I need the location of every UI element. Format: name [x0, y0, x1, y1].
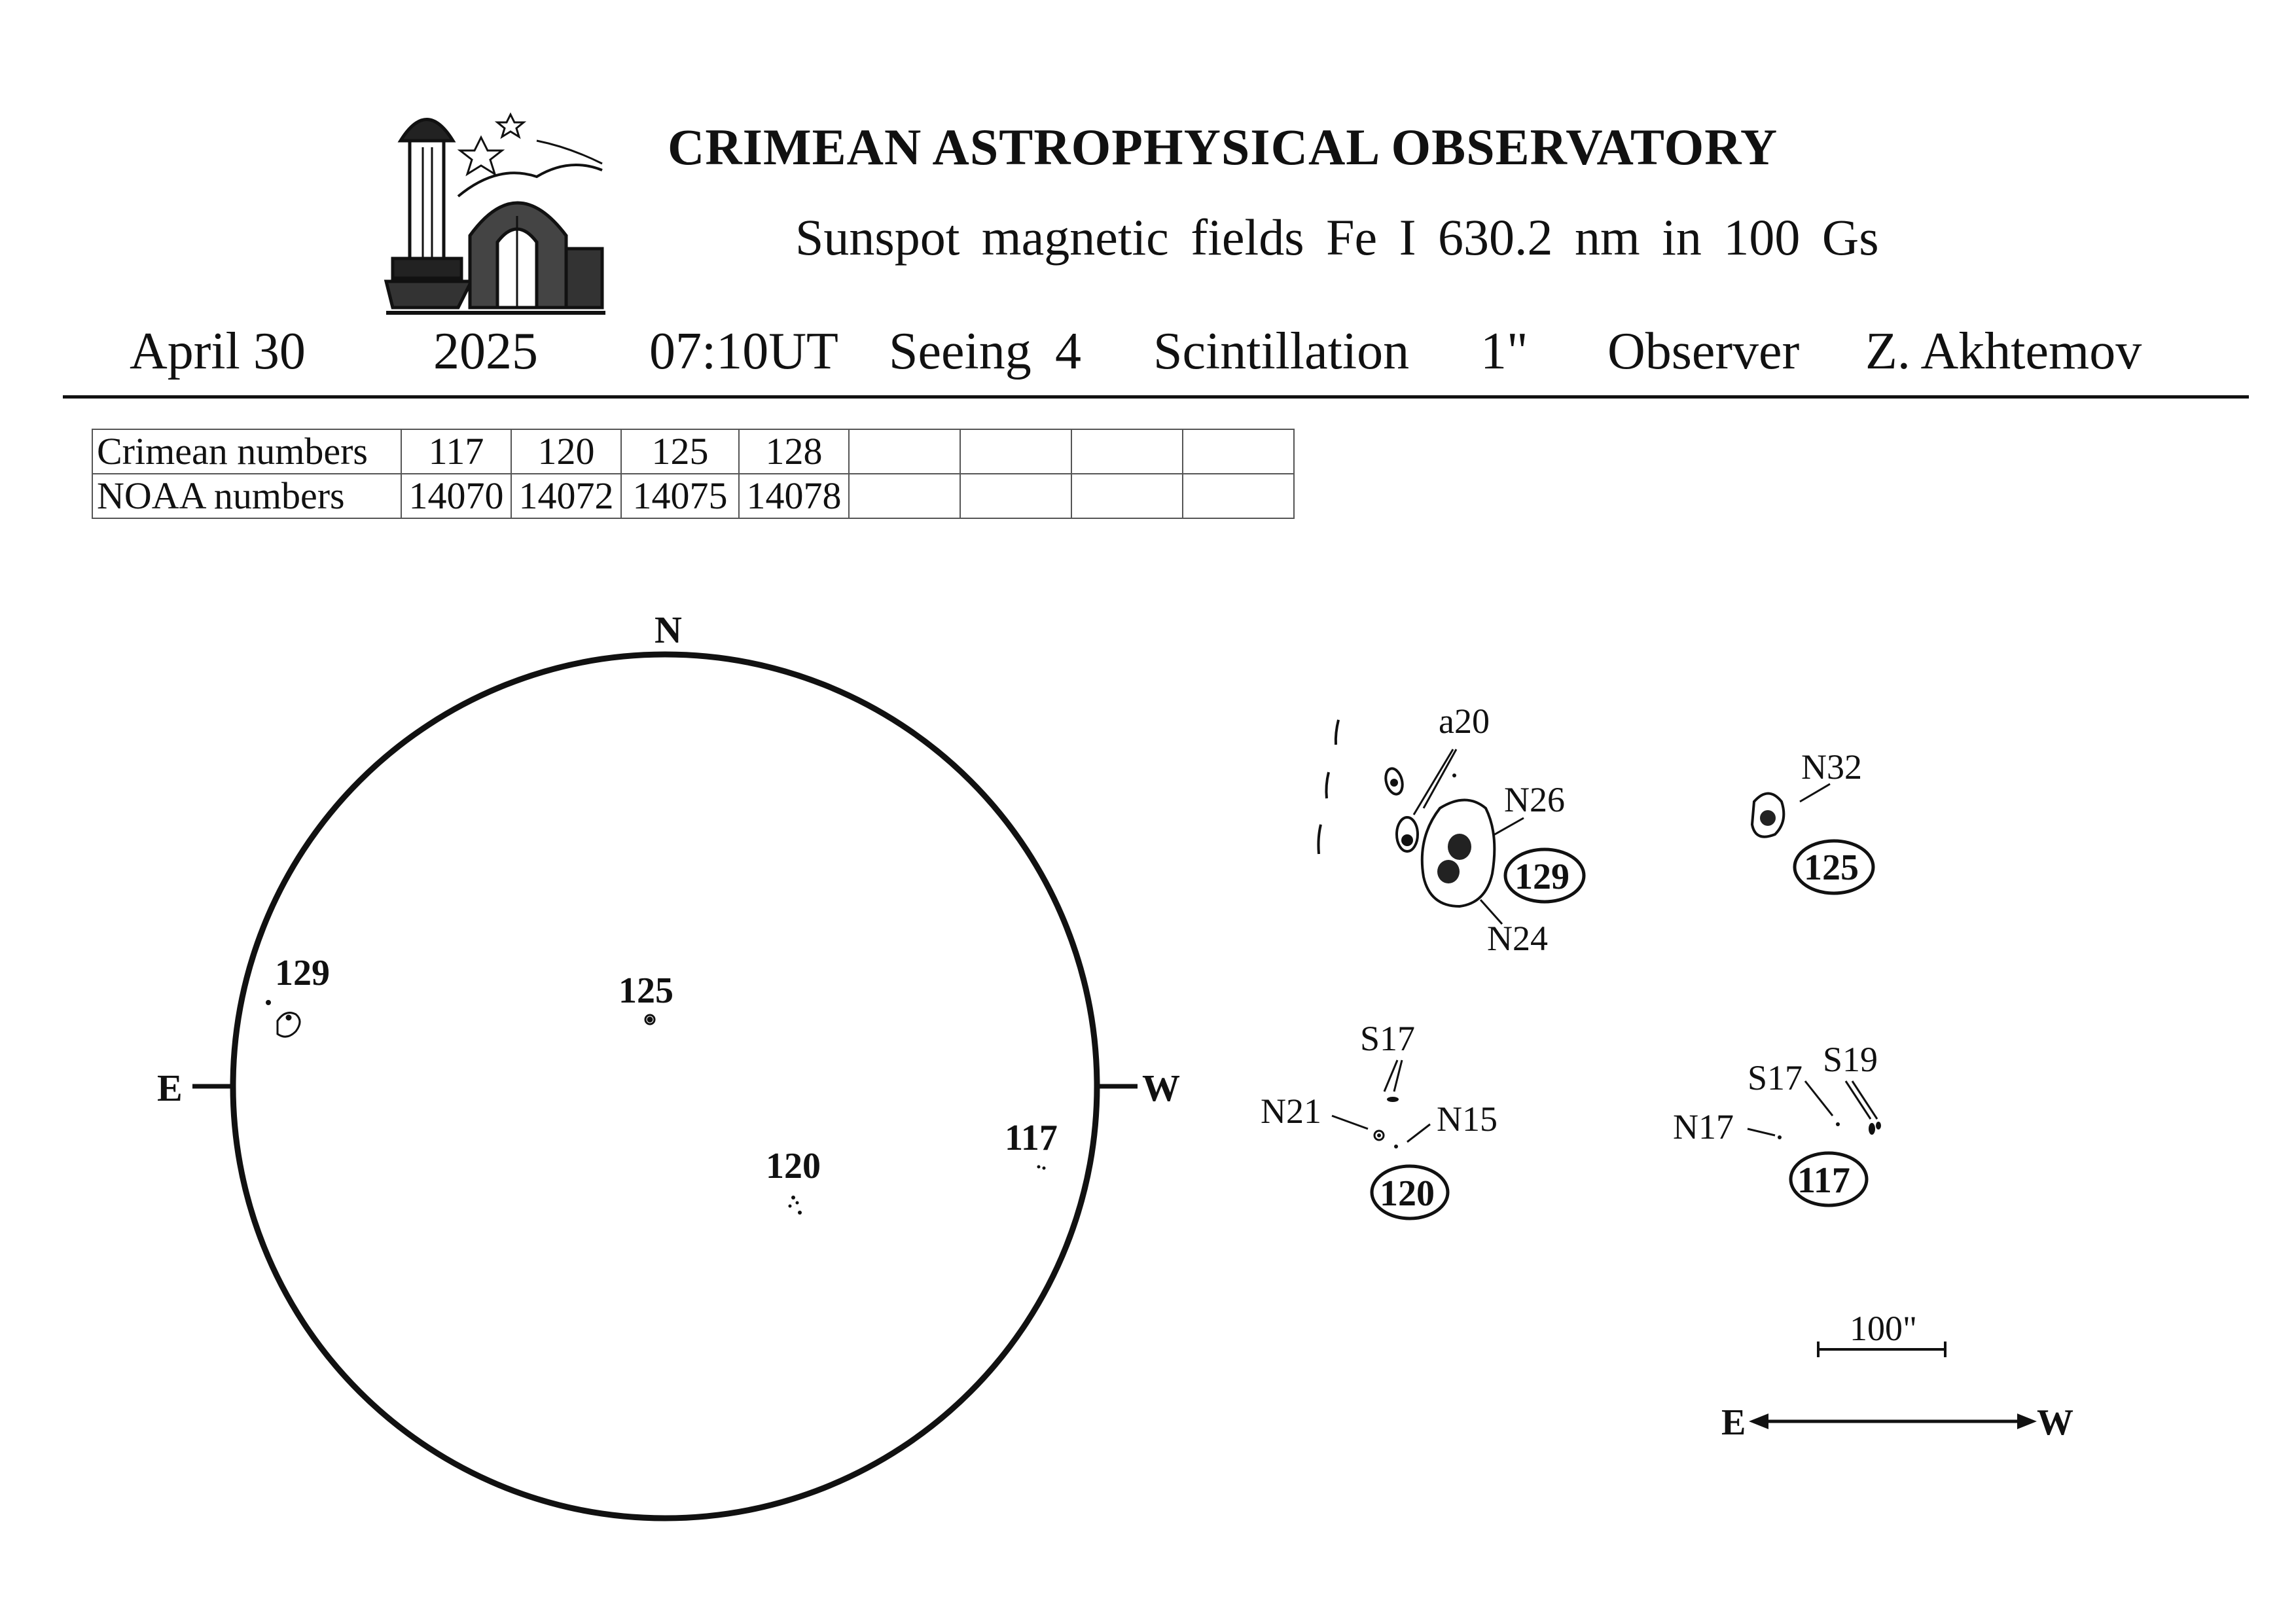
seeing-value: 4	[1055, 323, 1081, 380]
table-cell: 125	[621, 429, 739, 474]
annotation-label: S19	[1823, 1040, 1878, 1079]
group-125-detail	[1752, 747, 1873, 893]
group-number: 117	[1797, 1160, 1850, 1201]
group-129-detail	[1318, 702, 1584, 958]
solar-disk	[233, 654, 1097, 1518]
annotation-label: N26	[1504, 780, 1565, 819]
group-number: 120	[1380, 1173, 1435, 1214]
annotation-label: a20	[1439, 702, 1490, 741]
annotation-label: N21	[1261, 1092, 1321, 1131]
seeing-label: Seeing	[889, 323, 1031, 380]
observation-date: April 30	[130, 323, 306, 380]
annotation-label: N17	[1673, 1107, 1734, 1147]
arrow-west-label: W	[2037, 1402, 2073, 1443]
observation-year: 2025	[433, 323, 538, 380]
group-number: 125	[1804, 847, 1859, 888]
table-cell: 128	[739, 429, 849, 474]
disk-spot-129	[267, 1001, 300, 1037]
annotation-label: N24	[1487, 919, 1548, 958]
table-cell: 117	[401, 429, 511, 474]
disk-spot-120	[789, 1196, 802, 1215]
scintillation-label: Scintillation	[1153, 323, 1410, 380]
north-label: N	[655, 609, 682, 651]
row-label: NOAA numbers	[92, 474, 401, 518]
annotation-label: S17	[1748, 1058, 1803, 1097]
group-120-detail	[1261, 1019, 1498, 1218]
disk-region-label: 117	[1005, 1118, 1058, 1158]
east-west-arrow	[1721, 1402, 2073, 1443]
disk-region-label: 129	[275, 953, 330, 993]
observer-label: Observer	[1607, 323, 1800, 380]
observer-name: Z. Akhtemov	[1865, 323, 2142, 380]
table-cell: 14072	[511, 474, 621, 518]
annotation-label: N15	[1437, 1099, 1498, 1139]
annotation-label: N32	[1801, 747, 1862, 787]
west-label: W	[1142, 1067, 1180, 1109]
arrow-east-label: E	[1721, 1402, 1746, 1443]
row-label: Crimean numbers	[92, 429, 401, 474]
scale-bar	[1818, 1309, 1945, 1357]
table-cell: 14070	[401, 474, 511, 518]
table-cell: 120	[511, 429, 621, 474]
page-subtitle: Sunspot magnetic fields Fe I 630.2 nm in 100 Gs	[795, 209, 1879, 266]
scintillation-value: 1"	[1480, 323, 1528, 380]
scale-label: 100"	[1850, 1309, 1918, 1348]
table-cell: 14078	[739, 474, 849, 518]
disk-spot-125	[645, 1015, 655, 1024]
page-title: CRIMEAN ASTROPHYSICAL OBSERVATORY	[668, 118, 1778, 175]
annotation-label: S17	[1360, 1019, 1416, 1058]
observation-time: 07:10UT	[649, 323, 838, 380]
disk-spot-117	[1037, 1165, 1046, 1170]
disk-region-label: 120	[766, 1146, 821, 1186]
group-number: 129	[1515, 857, 1570, 897]
disk-region-label: 125	[619, 970, 673, 1011]
table-cell: 14075	[621, 474, 739, 518]
group-117-detail	[1673, 1040, 1881, 1205]
east-label: E	[157, 1067, 183, 1109]
